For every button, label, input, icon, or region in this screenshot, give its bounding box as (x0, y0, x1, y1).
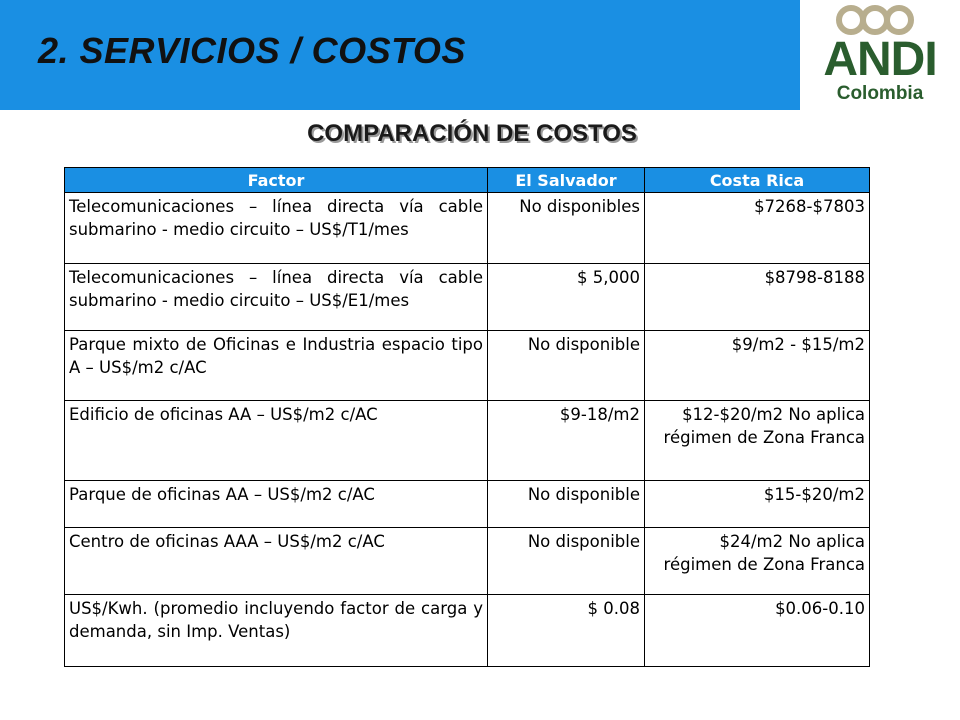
el-salvador-cell: $9-18/m2 (488, 401, 645, 481)
table-row (65, 401, 870, 481)
costa-rica-cell: $12-$20/m2 No aplica régimen de Zona Franca (645, 401, 870, 481)
el-salvador-cell: $ 5,000 (488, 264, 645, 331)
costa-rica-cell: $24/m2 No aplica régimen de Zona Franca (645, 528, 870, 595)
factor-cell: Edificio de oficinas AA – US$/m2 c/AC (65, 401, 488, 481)
factor-cell: Telecomunicaciones – línea directa vía cable submarino - medio circuito – US$/E1/mes (65, 264, 488, 331)
factor-cell: Parque mixto de Oficinas e Industria espacio tipo A – US$/m2 c/AC (65, 331, 488, 401)
table-row (65, 528, 870, 595)
table-row (65, 193, 870, 264)
logo-subtitle: Colombia (836, 83, 924, 104)
cost-comparison-table (64, 167, 870, 667)
table-header-row (65, 168, 870, 193)
andi-logo (797, 0, 960, 110)
el-salvador-cell: No disponible (488, 481, 645, 528)
table-row (65, 481, 870, 528)
costa-rica-cell: $0.06-0.10 (645, 595, 870, 667)
el-salvador-cell: $ 0.08 (488, 595, 645, 667)
section-subtitle: COMPARACIÓN DE COSTOS (307, 120, 637, 147)
costa-rica-cell: $7268-$7803 (645, 193, 870, 264)
factor-cell: US$/Kwh. (promedio incluyendo factor de carga y demanda, sin Imp. Ventas) (65, 595, 488, 667)
column-header-costa-rica: Costa Rica (645, 168, 870, 193)
costa-rica-cell: $9/m2 - $15/m2 (645, 331, 870, 401)
costa-rica-cell: $8798-8188 (645, 264, 870, 331)
header-band (0, 0, 797, 110)
slide-title: 2. SERVICIOS / COSTOS (38, 30, 466, 71)
column-header-factor: Factor (65, 168, 488, 193)
table-row (65, 264, 870, 331)
costa-rica-cell: $15-$20/m2 (645, 481, 870, 528)
el-salvador-cell: No disponible (488, 331, 645, 401)
table-row (65, 331, 870, 401)
table-row (65, 595, 870, 667)
factor-cell: Centro de oficinas AAA – US$/m2 c/AC (65, 528, 488, 595)
factor-cell: Parque de oficinas AA – US$/m2 c/AC (65, 481, 488, 528)
factor-cell: Telecomunicaciones – línea directa vía cable submarino - medio circuito – US$/T1/mes (65, 193, 488, 264)
logo-name: ANDI (823, 33, 937, 86)
el-salvador-cell: No disponibles (488, 193, 645, 264)
column-header-el-salvador: El Salvador (488, 168, 645, 193)
el-salvador-cell: No disponible (488, 528, 645, 595)
